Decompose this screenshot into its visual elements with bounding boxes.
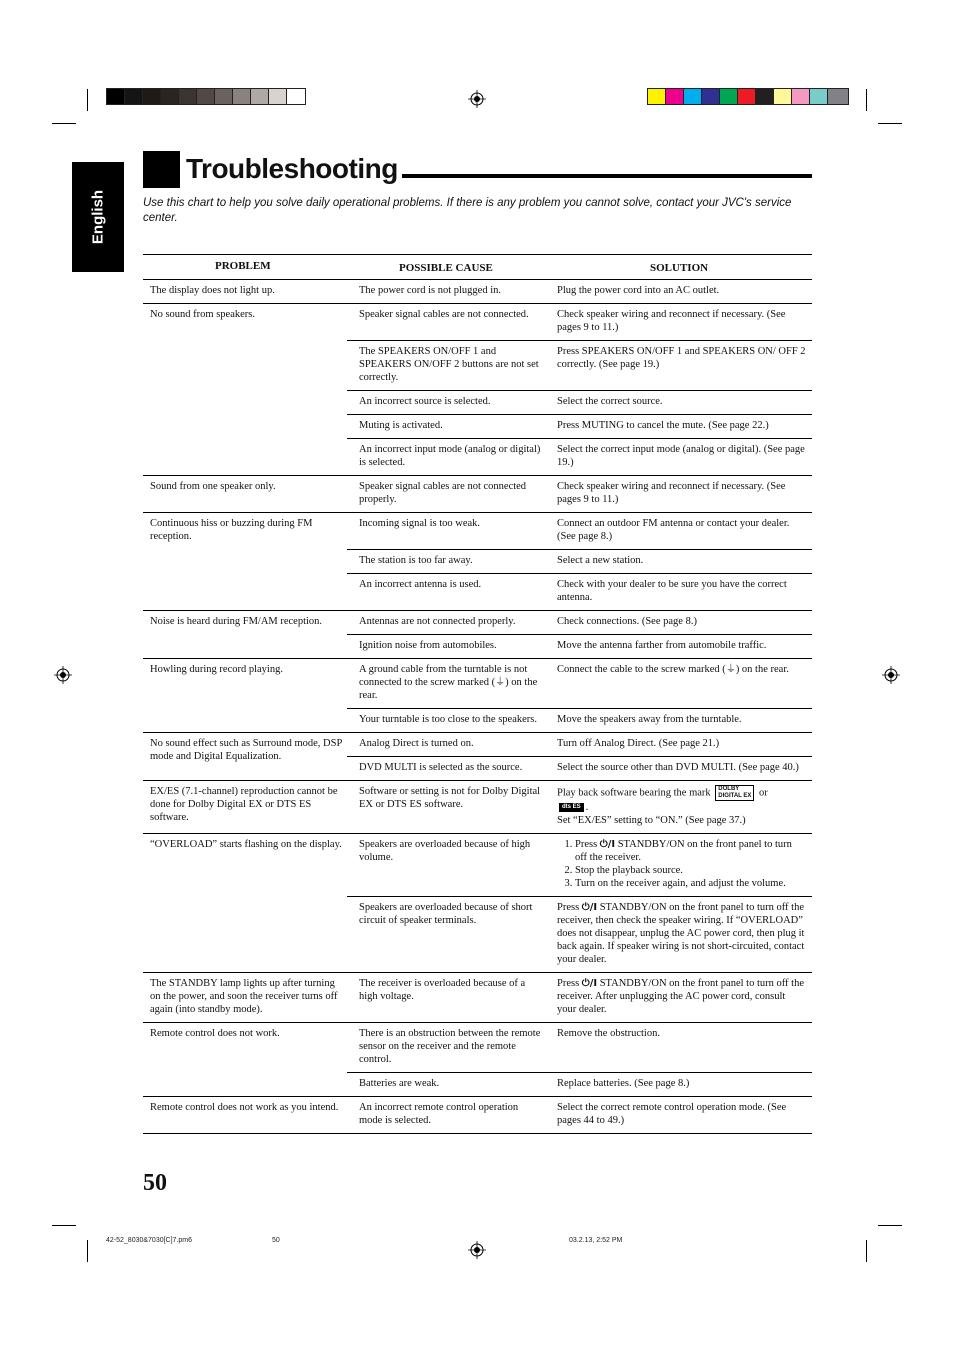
cause-cell: Batteries are weak.	[359, 1078, 440, 1089]
cause-cell: Muting is activated.	[359, 420, 443, 431]
crop-mark	[866, 89, 867, 111]
solution-cell: Select the correct remote control operation mode. (See pages 44 to 49.)	[557, 1102, 787, 1126]
crop-mark	[52, 1225, 76, 1226]
crop-mark	[87, 89, 88, 111]
column-header-solution: SOLUTION	[650, 262, 709, 274]
table-row	[143, 659, 812, 733]
solution-cell: Move the speakers away from the turntable.	[557, 714, 742, 725]
registration-mark-icon	[468, 90, 486, 108]
crop-mark	[878, 123, 902, 124]
problem-cell: No sound effect such as Surround mode, DSP mode and Digital Equalization.	[150, 738, 342, 762]
solution-text: or	[759, 787, 768, 799]
step-text: STANDBY/ON on the front panel to turn off the receiver.	[575, 839, 792, 863]
color-swatch	[737, 88, 756, 105]
page-number: 50	[143, 1170, 167, 1196]
problem-cell: EX/ES (7.1-channel) reproduction cannot be done for Dolby Digital EX or DTS ES software.	[150, 786, 338, 823]
table-row	[143, 973, 812, 1023]
table-row	[143, 733, 812, 781]
title-rule	[402, 174, 812, 178]
cause-cell: Speaker signal cables are not connected.	[359, 309, 529, 320]
solution-text: ) on the rear.	[735, 664, 789, 675]
color-swatch	[683, 88, 702, 105]
list-item: 3. Turn on the receiver again, and adjust the volume.	[575, 877, 806, 890]
gray-swatch	[178, 88, 197, 105]
cause-cell: Analog Direct is turned on.	[359, 738, 474, 749]
solution-text: Connect the cable to the screw marked (	[557, 664, 726, 675]
solution-cell: Select the correct source.	[557, 396, 663, 407]
gray-swatch	[232, 88, 251, 105]
gray-swatch	[214, 88, 233, 105]
problem-cell: Remote control does not work.	[150, 1028, 280, 1039]
troubleshooting-table	[143, 254, 812, 1134]
table-row	[143, 476, 812, 513]
color-swatch	[791, 88, 810, 105]
table-row	[143, 304, 812, 476]
solution-cell: Select a new station.	[557, 555, 644, 566]
step-text: Press	[575, 839, 600, 850]
problem-cell: Remote control does not work as you intend.	[150, 1102, 339, 1113]
column-header-cause: POSSIBLE CAUSE	[399, 262, 493, 274]
cause-cell: An incorrect input mode (analog or digital) is selected.	[359, 444, 541, 468]
cause-cell: An incorrect remote control operation mode is selected.	[359, 1102, 519, 1126]
solution-cell: Check with your dealer to be sure you have the correct antenna.	[557, 579, 787, 603]
color-swatch	[773, 88, 792, 105]
gray-swatch	[106, 88, 125, 105]
cause-text: A ground cable from the turntable is not connected to the screw marked (	[359, 664, 528, 688]
color-swatch	[665, 88, 684, 105]
solution-cell: Move the antenna farther from automobile traffic.	[557, 640, 767, 651]
table-row	[143, 781, 812, 834]
cause-cell: Antennas are not connected properly.	[359, 616, 516, 627]
solution-cell: Select the source other than DVD MULTI. (See page 40.)	[557, 762, 799, 773]
crop-mark	[52, 123, 76, 124]
cause-cell	[347, 659, 547, 708]
cause-cell: The SPEAKERS ON/OFF 1 and SPEAKERS ON/OFF 2 buttons are not set correctly.	[359, 346, 539, 383]
color-swatch	[719, 88, 738, 105]
color-swatch	[809, 88, 828, 105]
dolby-digital-ex-logo-icon	[715, 785, 754, 801]
solution-cell: Check speaker wiring and reconnect if necessary. (See pages 9 to 11.)	[557, 481, 786, 505]
crop-mark	[866, 1240, 867, 1262]
cause-cell: DVD MULTI is selected as the source.	[359, 762, 523, 773]
footer-page: 50	[272, 1237, 280, 1244]
registration-mark-icon	[882, 666, 900, 684]
registration-mark-icon	[468, 1241, 486, 1259]
list-item: 2. Stop the playback source.	[575, 864, 806, 877]
table-row	[143, 1023, 812, 1097]
cause-cell: There is an obstruction between the remote sensor on the receiver and the remote control.	[359, 1028, 541, 1065]
solution-text: STANDBY/ON on the front panel to turn off the receiver, then check the speaker wiring. If “OVERLOAD” does not disappear, unplug the AC power cord, then plug it back again. If speaker wiring is not short-circuited, contact your dealer.	[557, 902, 805, 965]
solution-cell	[547, 659, 812, 708]
solution-cell	[547, 973, 812, 1022]
gray-swatch	[196, 88, 215, 105]
list-item	[575, 838, 806, 864]
solution-cell: Replace batteries. (See page 8.)	[557, 1078, 690, 1089]
cause-cell: Ignition noise from automobiles.	[359, 640, 497, 651]
crop-mark	[87, 1240, 88, 1262]
color-swatch	[827, 88, 849, 105]
solution-cell	[547, 834, 812, 896]
cause-cell: An incorrect antenna is used.	[359, 579, 482, 590]
cause-cell: Speakers are overloaded because of short circuit of speaker terminals.	[359, 902, 533, 926]
title-block-icon	[143, 151, 180, 188]
power-standby-icon: ⏻/I	[581, 902, 598, 913]
color-swatch	[755, 88, 774, 105]
solution-cell: Turn off Analog Direct. (See page 21.)	[557, 738, 720, 749]
table-row	[143, 280, 812, 304]
table-row	[143, 611, 812, 659]
solution-cell	[547, 897, 812, 972]
solution-cell: Select the correct input mode (analog or digital). (See page 19.)	[557, 444, 805, 468]
power-standby-icon: ⏻/I	[581, 978, 598, 989]
solution-text: Press	[557, 978, 582, 989]
solution-cell: Connect an outdoor FM antenna or contact your dealer. (See page 8.)	[557, 518, 790, 542]
table-header	[143, 254, 812, 280]
cause-cell: Your turntable is too close to the speakers.	[359, 714, 537, 725]
solution-text: Press	[557, 902, 582, 913]
solution-text: STANDBY/ON on the front panel to turn off the receiver. After unplugging the AC power cord, consult your dealer.	[557, 978, 804, 1015]
solution-cell: Plug the power cord into an AC outlet.	[557, 285, 720, 296]
page-title: Troubleshooting	[186, 153, 398, 184]
gray-swatch	[268, 88, 287, 105]
cause-cell: The station is too far away.	[359, 555, 473, 566]
solution-text: Play back software bearing the mark	[557, 787, 711, 799]
table-row	[143, 834, 812, 973]
cause-cell: Incoming signal is too weak.	[359, 518, 481, 529]
logo-text: DIGITAL EX	[718, 793, 752, 799]
problem-cell: “OVERLOAD” starts flashing on the display.	[150, 839, 342, 850]
problem-cell: Continuous hiss or buzzing during FM reception.	[150, 518, 313, 542]
solution-cell: Press SPEAKERS ON/OFF 1 and SPEAKERS ON/ OFF 2 correctly. (See page 19.)	[557, 346, 806, 370]
solution-cell: Remove the obstruction.	[557, 1028, 660, 1039]
logo-text: DOLBY	[718, 786, 740, 792]
problem-cell: Noise is heard during FM/AM reception.	[150, 616, 323, 627]
cause-cell: An incorrect source is selected.	[359, 396, 491, 407]
gray-swatch	[160, 88, 179, 105]
table-row	[143, 513, 812, 611]
power-standby-icon: ⏻/I	[599, 839, 616, 850]
cause-cell: Software or setting is not for Dolby Digital EX or DTS ES software.	[359, 786, 541, 810]
problem-cell: No sound from speakers.	[150, 309, 255, 320]
solution-cell: Play back software bearing the mark DOLBY DIGITAL EX or dts ES . Set “EX/ES” setting to “ON.” (See page 37.)	[557, 786, 768, 826]
gray-swatch	[142, 88, 161, 105]
table-row	[143, 1097, 812, 1134]
crop-mark	[878, 1225, 902, 1226]
problem-cell: The display does not light up.	[150, 285, 275, 296]
ground-icon: ⏚	[495, 677, 506, 688]
language-tab	[72, 162, 124, 272]
footer-file: 42-52_8030&7030[C]7.pm6	[106, 1237, 193, 1244]
cause-cell: The power cord is not plugged in.	[359, 285, 502, 296]
color-swatch	[647, 88, 666, 105]
footer-date: 03.2.13, 2:52 PM	[569, 1237, 623, 1244]
cause-cell: Speaker signal cables are not connected properly.	[359, 481, 527, 505]
intro-text: Use this chart to help you solve daily operational problems. If there is any problem you cannot solve, contact your JVC's service center.	[143, 197, 792, 224]
gray-swatch	[124, 88, 143, 105]
cause-cell: Speakers are overloaded because of high volume.	[359, 839, 531, 863]
solution-text: Set “EX/ES” setting to “ON.” (See page 37.)	[557, 815, 746, 826]
color-swatch	[701, 88, 720, 105]
solution-steps	[557, 838, 806, 890]
solution-cell: Check speaker wiring and reconnect if necessary. (See pages 9 to 11.)	[557, 309, 786, 333]
problem-cell: Howling during record playing.	[150, 664, 283, 675]
gray-swatch	[286, 88, 306, 105]
cause-cell: The receiver is overloaded because of a high voltage.	[359, 978, 526, 1002]
column-header-problem: PROBLEM	[215, 260, 271, 272]
gray-swatch	[250, 88, 269, 105]
registration-mark-icon	[54, 666, 72, 684]
ground-icon: ⏚	[725, 664, 736, 675]
problem-cell: Sound from one speaker only.	[150, 481, 276, 492]
cause-text: ) on the rear.	[359, 677, 538, 701]
language-tab-label: English	[89, 189, 107, 245]
problem-cell: The STANDBY lamp lights up after turning on the power, and soon the receiver turns off again (into standby mode).	[150, 978, 338, 1015]
solution-cell: Check connections. (See page 8.)	[557, 616, 697, 627]
dts-es-logo-icon: dts ES	[559, 803, 584, 812]
solution-cell: Press MUTING to cancel the mute. (See page 22.)	[557, 420, 769, 431]
